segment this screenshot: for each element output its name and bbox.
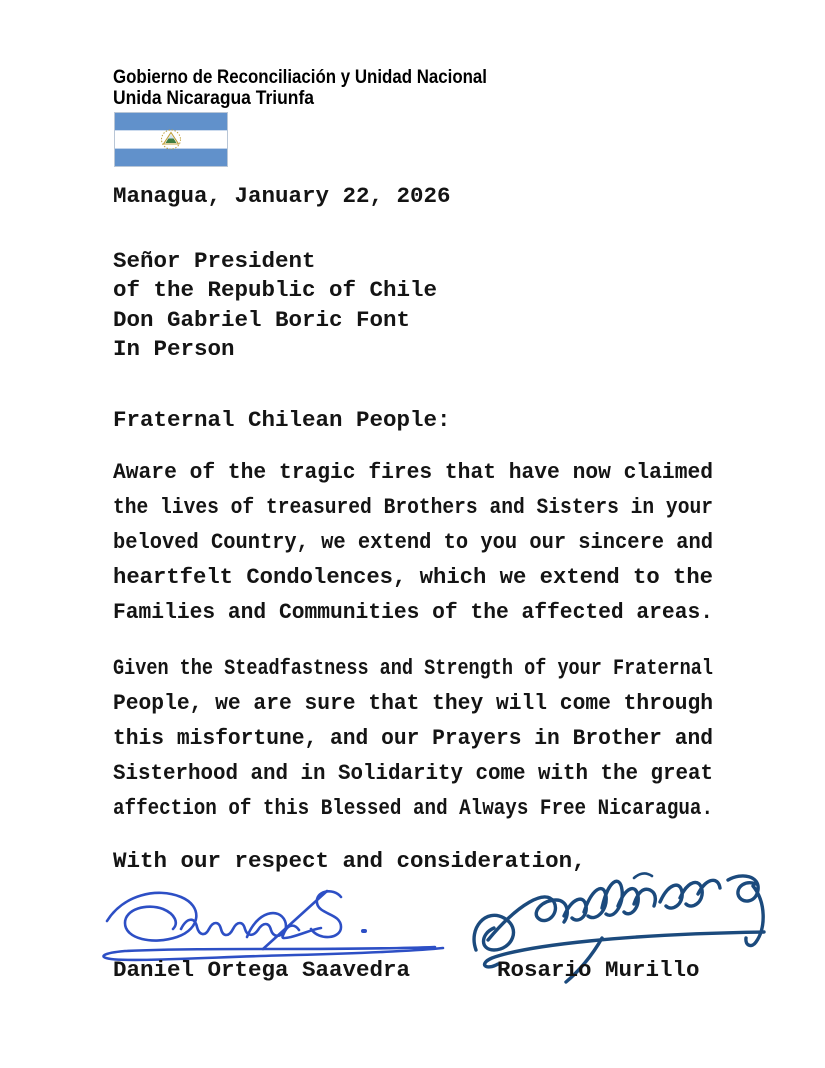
letterhead-line-2: Unida Nicaragua Triunfa [113, 88, 314, 109]
flag-bottom-stripe [114, 149, 228, 167]
recipient-line: In Person [113, 336, 235, 363]
body-line: Given the Steadfastness and Strength of your Fraternal [113, 655, 713, 681]
salutation: Fraternal Chilean People: [113, 407, 451, 433]
signatory-name-ortega: Daniel Ortega Saavedra [113, 957, 411, 983]
body-paragraph-1 [113, 455, 713, 630]
body-line: Sisterhood and in Solidarity come with the great [113, 760, 713, 787]
nicaragua-flag-image [114, 112, 228, 167]
body-line: the lives of treasured Brothers and Sisters in your [113, 494, 713, 521]
closing-line: With our respect and consideration, [113, 848, 586, 874]
body-line: Families and Communities of the affected areas. [113, 599, 713, 626]
recipient-block [113, 247, 437, 364]
letterhead [113, 67, 534, 109]
body-line: heartfelt Condolences, which we extend to the [113, 564, 713, 591]
recipient-line: Don Gabriel Boric Font [113, 306, 411, 333]
recipient-line: of the Republic of Chile [113, 277, 438, 304]
signature-ortega [95, 877, 450, 967]
body-line: People, we are sure that they will come through [113, 690, 713, 717]
body-line: affection of this Blessed and Always Free Nicaragua. [113, 795, 713, 822]
body-line: beloved Country, we extend to you our sincere and [113, 529, 713, 556]
body-paragraph-2 [113, 651, 713, 826]
nicaragua-flag [114, 112, 228, 167]
flag-top-stripe [114, 112, 228, 130]
recipient-line: Señor President [113, 248, 316, 274]
letterhead-line-1: Gobierno de Reconciliación y Unidad Nacional [113, 67, 487, 88]
body-line: Aware of the tragic fires that have now claimed [113, 459, 713, 485]
body-line: this misfortune, and our Prayers in Brother and [113, 725, 713, 752]
signatory-name-murillo: Rosario Murillo [497, 957, 700, 983]
dateline: Managua, January 22, 2026 [113, 183, 451, 209]
